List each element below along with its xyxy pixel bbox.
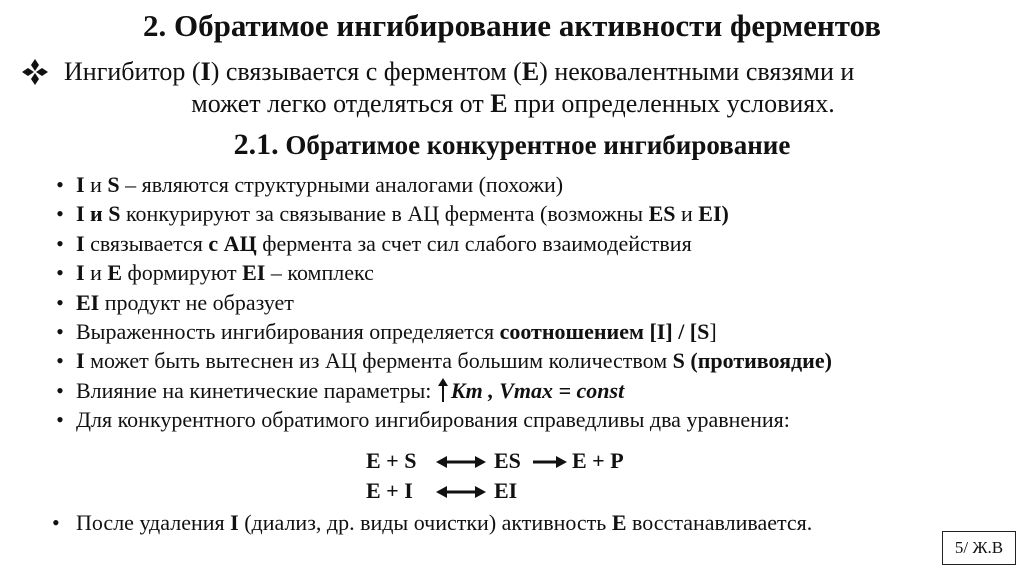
bullet-item (52, 199, 832, 228)
section-subtitle (0, 128, 1024, 162)
bold-term: соотношением [I] / [S (499, 319, 710, 345)
last-bullet (52, 508, 812, 537)
bullet-dot: • (56, 377, 64, 403)
up-arrow-icon (437, 378, 449, 402)
bullet-dot: • (56, 407, 64, 433)
double-arrow-icon (436, 455, 486, 469)
bullet-item (52, 317, 832, 346)
bold-term: I (76, 230, 85, 256)
bullet-dot: • (56, 201, 64, 227)
bullet-dot: • (56, 348, 64, 374)
bullet-dot: • (56, 230, 64, 256)
bold-term: I (76, 260, 85, 286)
bullet-text: может быть вытеснен из АЦ фермента большим количеством (84, 348, 673, 374)
bullet-item (52, 346, 832, 375)
bullet-item (52, 170, 832, 199)
bullet-item (52, 405, 832, 434)
bullet-text: и (84, 172, 108, 197)
bullet-text: формируют (122, 260, 243, 286)
bullet-item (52, 376, 832, 405)
enzyme-symbol: Е (611, 510, 627, 535)
bold-term: S (противоядие) (672, 348, 832, 374)
bold-term: с АЦ (208, 230, 257, 256)
intro-line-1 (64, 56, 854, 88)
bullet-text: – являются структурными аналогами (похожи) (119, 172, 564, 197)
equation-right: EI (494, 478, 518, 503)
bold-term: EI (242, 260, 266, 286)
equation-left: E + I (366, 478, 413, 503)
kinetic-params: Km , Vmax = const (450, 377, 625, 403)
intro-text: ) связывается с ферментом ( (210, 57, 522, 86)
bullet-dot: • (56, 289, 64, 315)
section-heading-text: Обратимое конкурентное ингибирование (278, 130, 791, 160)
bullet-text: Влияние на кинетические параметры: (76, 377, 437, 403)
intro-text: может легко отделяться от (191, 89, 491, 118)
bullet-item (52, 258, 832, 287)
bullet-text: конкурируют за связывание в АЦ фермента (возможны (120, 201, 649, 227)
bullet-text: Для конкурентного обратимого ингибирования справедливы два уравнения: (76, 407, 790, 433)
bullet-text: связывается (84, 230, 209, 256)
double-arrow-icon (436, 485, 486, 499)
bold-term: I (76, 172, 85, 197)
bullet-item (52, 288, 832, 317)
intro-text: при определенных условиях. (507, 89, 835, 118)
bullet-dot: • (56, 260, 64, 286)
inhibitor-symbol: I (200, 57, 211, 86)
equation-ei (0, 477, 1024, 505)
bullet-list (52, 170, 832, 435)
bullet-dot: • (56, 319, 64, 345)
bullet-text: – комплекс (265, 260, 374, 286)
bullet-item (52, 229, 832, 258)
bullet-text: Выраженность ингибирования определяется (76, 319, 500, 345)
bold-term: S (107, 172, 120, 197)
bullet-text: и (675, 201, 699, 227)
intro-line-2 (18, 88, 1008, 120)
equation-right: E + P (572, 448, 624, 473)
bullet-text: фермента за счет сил слабого взаимодействия (256, 230, 692, 256)
equation-left: E + S (366, 448, 417, 473)
inhibitor-symbol: I (230, 510, 239, 535)
bold-term: EI) (698, 201, 729, 227)
bullet-text: ] (709, 319, 717, 345)
bullet-dot: • (56, 172, 64, 197)
bold-term: I (76, 348, 85, 374)
page-number-box: 5/ Ж.В (942, 531, 1016, 565)
page-title: 2. Обратимое ингибирование активности ферментов (143, 8, 881, 43)
bullet-dot: • (52, 510, 60, 535)
bold-term: E (107, 260, 123, 286)
intro-text: Ингибитор ( (64, 57, 201, 86)
enzyme-symbol: Е (521, 57, 540, 86)
diamond-bullet-icon (18, 56, 52, 88)
equation-complex: ES (494, 448, 521, 473)
bullet-text: и (84, 260, 108, 286)
bullet-text: (диализ, др. виды очистки) активность (238, 510, 612, 535)
right-arrow-icon (533, 455, 567, 469)
bullet-text: продукт не образует (99, 289, 294, 315)
bold-term: ES (648, 201, 676, 227)
bullet-text: восстанавливается. (626, 510, 813, 535)
section-number: 2.1. (233, 128, 279, 161)
bold-term: I и S (76, 201, 121, 227)
bullet-text: После удаления (76, 510, 231, 535)
bold-term: EI (76, 289, 100, 315)
equation-es (0, 447, 1024, 475)
enzyme-symbol: Е (490, 89, 508, 118)
intro-text: ) нековалентными связями и (539, 57, 855, 86)
